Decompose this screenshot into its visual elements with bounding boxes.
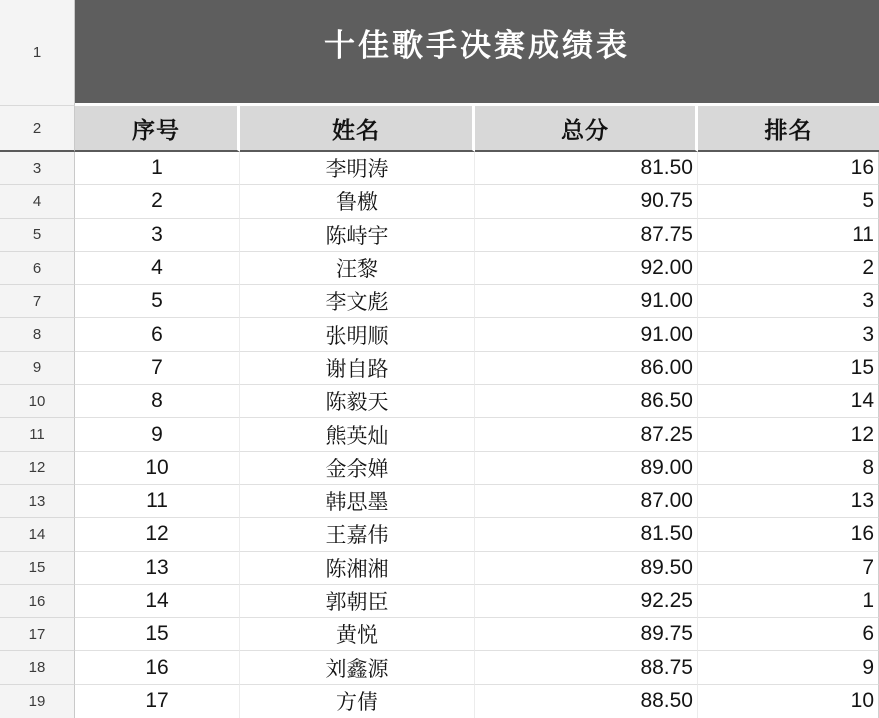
cell-score[interactable]: 81.50	[475, 152, 698, 185]
cell-name[interactable]: 李文彪	[240, 285, 475, 318]
cell-score[interactable]: 88.75	[475, 651, 698, 684]
table-row	[0, 285, 879, 318]
header-seq[interactable]: 序号	[75, 106, 240, 152]
cell-score[interactable]: 90.75	[475, 185, 698, 218]
sheet-title: 十佳歌手决赛成绩表	[324, 28, 630, 63]
row-number[interactable]: 17	[0, 618, 75, 651]
cell-seq[interactable]: 2	[75, 185, 240, 218]
cell-rank[interactable]: 3	[698, 285, 879, 318]
cell-rank[interactable]: 13	[698, 485, 879, 518]
cell-seq[interactable]: 7	[75, 352, 240, 385]
row-number[interactable]: 10	[0, 385, 75, 418]
table-row	[0, 152, 879, 185]
cell-seq[interactable]: 16	[75, 651, 240, 684]
row-number[interactable]: 14	[0, 518, 75, 551]
row-number[interactable]: 5	[0, 219, 75, 252]
cell-seq[interactable]: 8	[75, 385, 240, 418]
cell-rank[interactable]: 2	[698, 252, 879, 285]
table-row	[0, 219, 879, 252]
cell-name[interactable]: 刘鑫源	[240, 651, 475, 684]
cell-score[interactable]: 92.00	[475, 252, 698, 285]
table-row	[0, 552, 879, 585]
cell-rank[interactable]: 16	[698, 152, 879, 185]
row-number[interactable]: 18	[0, 651, 75, 684]
cell-name[interactable]: 陈毅天	[240, 385, 475, 418]
cell-rank[interactable]: 16	[698, 518, 879, 551]
row-number[interactable]: 9	[0, 352, 75, 385]
row-number[interactable]: 16	[0, 585, 75, 618]
cell-score[interactable]: 89.50	[475, 552, 698, 585]
cell-rank[interactable]: 6	[698, 618, 879, 651]
cell-name[interactable]: 熊英灿	[240, 418, 475, 451]
cell-seq[interactable]: 15	[75, 618, 240, 651]
row-number[interactable]: 6	[0, 252, 75, 285]
table-row	[0, 252, 879, 285]
row-number[interactable]: 12	[0, 452, 75, 485]
cell-score[interactable]: 87.75	[475, 219, 698, 252]
header-rank[interactable]: 排名	[698, 106, 879, 152]
cell-rank[interactable]: 15	[698, 352, 879, 385]
cell-seq[interactable]: 5	[75, 285, 240, 318]
cell-seq[interactable]: 17	[75, 685, 240, 718]
cell-seq[interactable]: 1	[75, 152, 240, 185]
table-row	[0, 651, 879, 684]
row-number[interactable]: 7	[0, 285, 75, 318]
cell-name[interactable]: 李明涛	[240, 152, 475, 185]
cell-name[interactable]: 陈湘湘	[240, 552, 475, 585]
cell-seq[interactable]: 4	[75, 252, 240, 285]
row-number[interactable]: 4	[0, 185, 75, 218]
sheet-body	[0, 152, 879, 718]
cell-score[interactable]: 87.00	[475, 485, 698, 518]
cell-name[interactable]: 方倩	[240, 685, 475, 718]
cell-rank[interactable]: 8	[698, 452, 879, 485]
cell-seq[interactable]: 3	[75, 219, 240, 252]
cell-seq[interactable]: 10	[75, 452, 240, 485]
cell-score[interactable]: 89.75	[475, 618, 698, 651]
row-number[interactable]: 15	[0, 552, 75, 585]
row-number[interactable]: 8	[0, 318, 75, 351]
cell-rank[interactable]: 1	[698, 585, 879, 618]
cell-name[interactable]: 汪黎	[240, 252, 475, 285]
table-row	[0, 518, 879, 551]
cell-rank[interactable]: 14	[698, 385, 879, 418]
row-number-header-2[interactable]: 2	[0, 106, 75, 152]
table-row	[0, 485, 879, 518]
cell-rank[interactable]: 3	[698, 318, 879, 351]
cell-name[interactable]: 韩思墨	[240, 485, 475, 518]
cell-name[interactable]: 谢自路	[240, 352, 475, 385]
cell-seq[interactable]: 9	[75, 418, 240, 451]
cell-rank[interactable]: 12	[698, 418, 879, 451]
cell-rank[interactable]: 5	[698, 185, 879, 218]
table-row	[0, 418, 879, 451]
table-row	[0, 185, 879, 218]
cell-score[interactable]: 91.00	[475, 318, 698, 351]
table-row	[0, 385, 879, 418]
cell-rank[interactable]: 9	[698, 651, 879, 684]
cell-seq[interactable]: 11	[75, 485, 240, 518]
row-number[interactable]: 19	[0, 685, 75, 718]
cell-seq[interactable]: 6	[75, 318, 240, 351]
table-row	[0, 352, 879, 385]
cell-rank[interactable]: 10	[698, 685, 879, 718]
cell-score[interactable]: 81.50	[475, 518, 698, 551]
cell-score[interactable]: 89.00	[475, 452, 698, 485]
table-row	[0, 618, 879, 651]
row-number[interactable]: 13	[0, 485, 75, 518]
cell-name[interactable]: 陈峙宇	[240, 219, 475, 252]
cell-score[interactable]: 87.25	[475, 418, 698, 451]
cell-name[interactable]: 金余婵	[240, 452, 475, 485]
cell-name[interactable]: 张明顺	[240, 318, 475, 351]
sheet-title-cell[interactable]	[75, 0, 879, 106]
cell-score[interactable]: 86.50	[475, 385, 698, 418]
table-row	[0, 452, 879, 485]
cell-rank[interactable]: 11	[698, 219, 879, 252]
cell-score[interactable]: 86.00	[475, 352, 698, 385]
cell-seq[interactable]: 14	[75, 585, 240, 618]
cell-name[interactable]: 鲁檄	[240, 185, 475, 218]
cell-name[interactable]: 王嘉伟	[240, 518, 475, 551]
cell-name[interactable]: 黄悦	[240, 618, 475, 651]
header-name[interactable]: 姓名	[240, 106, 475, 152]
header-band	[0, 106, 879, 152]
table-row	[0, 585, 879, 618]
table-row	[0, 685, 879, 718]
header-score[interactable]: 总分	[475, 106, 698, 152]
row-number-header-1[interactable]: 1	[0, 0, 75, 106]
cell-score[interactable]: 92.25	[475, 585, 698, 618]
cell-score[interactable]: 91.00	[475, 285, 698, 318]
cell-score[interactable]: 88.50	[475, 685, 698, 718]
table-row	[0, 318, 879, 351]
row-number[interactable]: 3	[0, 152, 75, 185]
cell-seq[interactable]: 13	[75, 552, 240, 585]
cell-rank[interactable]: 7	[698, 552, 879, 585]
row-number[interactable]: 11	[0, 418, 75, 451]
cell-name[interactable]: 郭朝臣	[240, 585, 475, 618]
title-band	[0, 0, 879, 106]
cell-seq[interactable]: 12	[75, 518, 240, 551]
